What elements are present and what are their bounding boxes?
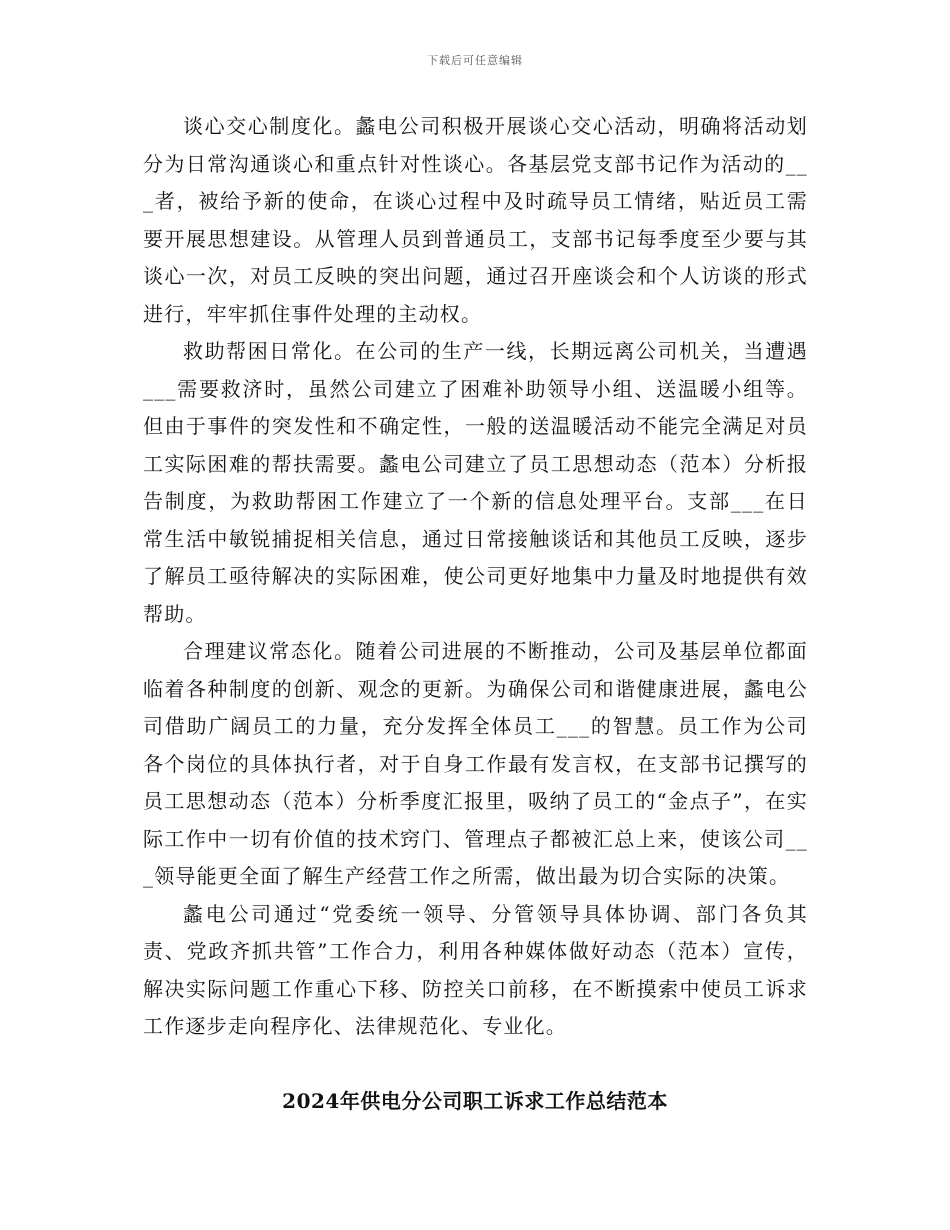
page-header-note: 下载后可任意编辑 xyxy=(427,54,523,67)
section-title: 2024年供电分公司职工诉求工作总结范本 xyxy=(282,1089,668,1113)
paragraph-heart-to-heart-talks: 谈心交心制度化。蠡电公司积极开展谈心交心活动，明确将活动划分为日常沟通谈心和重点针对性谈心。各基层党支部书记作为活动的___者，被给予新的使命，在谈心过程中及时疏导员工情绪，贴近员工需要开展思想建设。从管理人员到普通员工，支部书记每季度至少要与其谈心一次，对员工反映的突出问题，通过召开座谈会和个人访谈的形式进行，牢牢抓住事件处理的主动权。 xyxy=(143,114,808,326)
paragraph-summary: 蠡电公司通过“党委统一领导、分管领导具体协调、部门各负其责、党政齐抓共管”工作合力，利用各种媒体做好动态（范本）宣传，解决实际问题工作重心下移、防控关口前移，在不断摸索中使员工诉求工作逐步走向程序化、法律规范化、专业化。 xyxy=(143,901,808,1038)
document-body xyxy=(143,108,808,1046)
paragraph-suggestions: 合理建议常态化。随着公司进展的不断推动，公司及基层单位都面临着各种制度的创新、观念的更新。为确保公司和谐健康进展，蠡电公司借助广阔员工的力量，充分发挥全体员工___的智慧。员工作为公司各个岗位的具体执行者，对于自身工作最有发言权，在支部书记撰写的员工思想动态（范本）分析季度汇报里，吸纳了员工的“金点子”，在实际工作中一切有价值的技术窍门、管理点子都被汇总上来，使该公司___领导能更全面了解生产经营工作之所需，做出最为切合实际的决策。 xyxy=(143,639,808,888)
paragraph-assistance: 救助帮困日常化。在公司的生产一线，长期远离公司机关，当遭遇___需要救济时，虽然公司建立了困难补助领导小组、送温暖小组等。但由于事件的突发性和不确定性，一般的送温暖活动不能完全满足对员工实际困难的帮扶需要。蠡电公司建立了员工思想动态（范本）分析报告制度，为救助帮困工作建立了一个新的信息处理平台。支部___在日常生活中敏锐捕捉相关信息，通过日常接触谈话和其他员工反映，逐步了解员工亟待解决的实际困难，使公司更好地集中力量及时地提供有效帮助。 xyxy=(143,339,808,626)
